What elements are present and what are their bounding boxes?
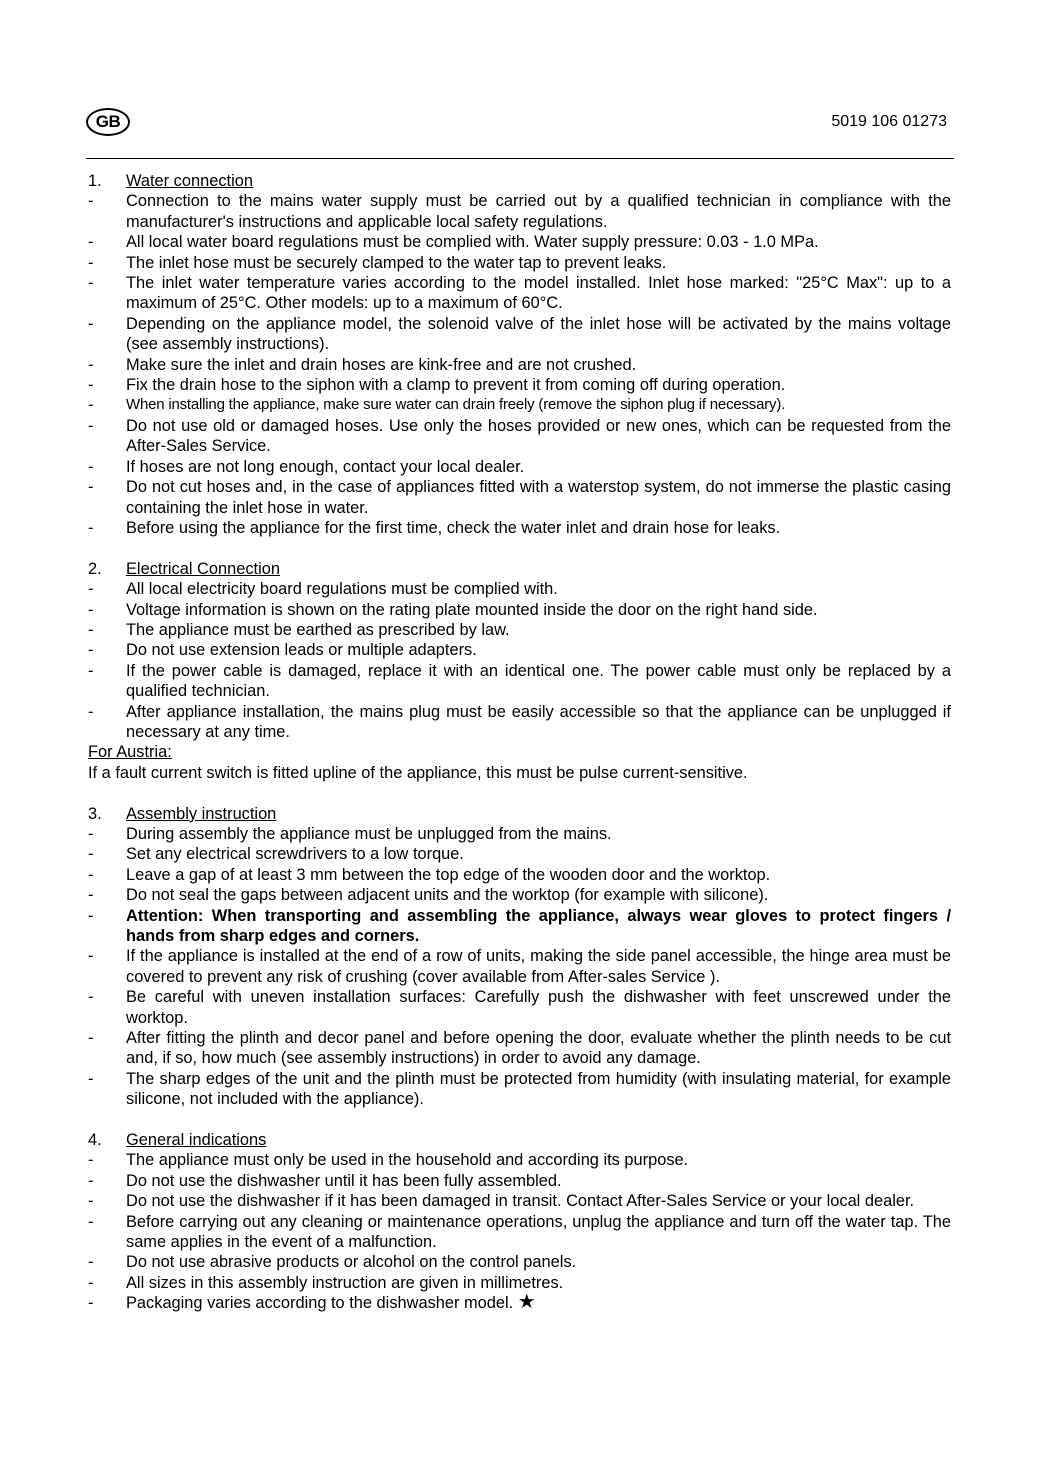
- list-item: [88, 620, 951, 640]
- list-item: [88, 253, 951, 273]
- dash-marker: -: [88, 865, 94, 884]
- dash-marker: -: [88, 641, 94, 660]
- dash-marker: -: [88, 1273, 94, 1292]
- list-item-text: The sharp edges of the unit and the plinth must be protected from humidity (with insulating material, for example silicone, not included with the appliance).: [126, 1069, 951, 1109]
- list-item: [88, 375, 951, 395]
- document-number: 5019 106 01273: [831, 113, 947, 130]
- list-item: [88, 518, 951, 538]
- list-item: [88, 1212, 951, 1253]
- dash-marker: -: [88, 376, 94, 395]
- dash-marker: -: [88, 314, 94, 333]
- section-number: 3.: [88, 804, 102, 823]
- list-item-text: Do not use extension leads or multiple adapters.: [126, 641, 477, 660]
- bullet-list: [88, 579, 951, 742]
- country-badge: GB: [86, 108, 130, 136]
- bullet-list: [88, 824, 951, 1110]
- dash-marker: -: [88, 1294, 94, 1313]
- dash-marker: -: [88, 845, 94, 864]
- star-icon: ★: [517, 1291, 536, 1314]
- list-item-text: After appliance installation, the mains plug must be easily accessible so that the appliance can be unplugged if necessary at any time.: [126, 702, 951, 741]
- list-item: [88, 1191, 951, 1211]
- dash-marker: -: [88, 988, 94, 1007]
- list-item: [88, 477, 951, 518]
- dash-marker: -: [88, 192, 94, 211]
- list-item: [88, 355, 951, 375]
- list-item-text: The inlet hose must be securely clamped to the water tap to prevent leaks.: [126, 253, 667, 272]
- dash-marker: -: [88, 233, 94, 252]
- dash-marker: -: [88, 396, 94, 415]
- list-item-text: The inlet water temperature varies according to the model installed. Inlet hose marked: "25°C Max": up to a maximum of 25°C. Other models: up to a maximum of 60°C.: [126, 274, 951, 313]
- list-item-text: Before using the appliance for the first time, check the water inlet and drain hose for leaks.: [126, 518, 781, 537]
- list-item-text: Make sure the inlet and drain hoses are kink-free and are not crushed.: [126, 355, 637, 374]
- document-body: [88, 171, 951, 1334]
- dash-marker: -: [88, 1171, 94, 1190]
- section-electrical-connection: [88, 559, 951, 783]
- section-title: Water connection: [126, 172, 253, 190]
- list-item: [88, 885, 951, 905]
- list-item-text: During assembly the appliance must be unplugged from the mains.: [126, 824, 612, 843]
- list-item: [88, 273, 951, 314]
- dash-marker: -: [88, 253, 94, 272]
- list-item-text: Leave a gap of at least 3 mm between the top edge of the wooden door and the worktop.: [126, 865, 771, 884]
- list-item: [88, 191, 951, 232]
- section-assembly-instruction: [88, 804, 951, 1110]
- list-item: [88, 1069, 951, 1110]
- list-item: [88, 232, 951, 252]
- list-item: [88, 661, 951, 702]
- list-item-text: Do not seal the gaps between adjacent units and the worktop (for example with silicone).: [126, 886, 769, 905]
- dash-marker: -: [88, 906, 94, 925]
- list-item-text: If the appliance is installed at the end of a row of units, making the side panel accessible, the hinge area must be covered to prevent any risk of crushing (cover available from After-sales Service ).: [126, 947, 951, 986]
- list-item-text: The appliance must only be used in the household and according its purpose.: [126, 1151, 689, 1170]
- dash-marker: -: [88, 518, 94, 537]
- section-number: 2.: [88, 559, 102, 578]
- section-title: Electrical Connection: [126, 559, 280, 578]
- dash-marker: -: [88, 580, 94, 599]
- dash-marker: -: [88, 702, 94, 721]
- attention-text: Attention: When transporting and assembling the appliance, always wear gloves to protect fingers / hands from sharp edges and corners.: [126, 906, 951, 945]
- section-heading: [88, 1130, 951, 1150]
- list-item: [88, 457, 951, 477]
- list-item-text: [126, 1293, 951, 1313]
- list-item: [88, 702, 951, 743]
- section-title: Assembly instruction: [126, 804, 277, 823]
- dash-marker: -: [88, 457, 94, 476]
- list-item: [88, 824, 951, 844]
- list-item-text: The appliance must be earthed as prescribed by law.: [126, 620, 510, 639]
- dash-marker: -: [88, 1069, 94, 1088]
- list-item-text: After fitting the plinth and decor panel and before opening the door, evaluate whether the plinth needs to be cut and, if so, how much (see assembly instructions) in order to avoid any damage.: [126, 1029, 951, 1068]
- list-item: [88, 1252, 951, 1272]
- dash-marker: -: [88, 274, 94, 293]
- list-item: [88, 1171, 951, 1191]
- list-item: [88, 865, 951, 885]
- list-item: [88, 844, 951, 864]
- dash-marker: -: [88, 1029, 94, 1048]
- list-item: [88, 946, 951, 987]
- dash-marker: -: [88, 661, 94, 680]
- section-number: 4.: [88, 1131, 102, 1150]
- bullet-list: [88, 191, 951, 538]
- list-item: [88, 395, 951, 415]
- list-item-text: Be careful with uneven installation surfaces: Carefully push the dishwasher with feet unscrewed under the worktop.: [126, 988, 951, 1027]
- list-item: [88, 987, 951, 1028]
- list-item-text: All local electricity board regulations must be complied with.: [126, 580, 558, 599]
- section-heading: [88, 559, 951, 579]
- list-item-text: Connection to the mains water supply must be carried out by a qualified technician in compliance with the manufacturer's instructions and applicable local safety regulations.: [126, 192, 951, 231]
- list-item-text: If the power cable is damaged, replace it with an identical one. The power cable must only be replaced by a qualified technician.: [126, 661, 951, 701]
- section-heading: [88, 171, 951, 191]
- list-item-text: Voltage information is shown on the rating plate mounted inside the door on the right hand side.: [126, 600, 818, 619]
- list-item-text: Do not cut hoses and, in the case of appliances fitted with a waterstop system, do not immerse the plastic casing containing the inlet hose in water.: [126, 478, 951, 517]
- page-header: [86, 108, 954, 159]
- list-item: [88, 314, 951, 355]
- list-item-text: Do not use abrasive products or alcohol on the control panels.: [126, 1253, 577, 1272]
- dash-marker: -: [88, 416, 94, 435]
- dash-marker: -: [88, 600, 94, 619]
- bullet-list: [88, 1150, 951, 1313]
- austria-note-text: If a fault current switch is fitted upline of the appliance, this must be pulse current-sensitive.: [88, 763, 748, 782]
- list-item: [88, 640, 951, 660]
- dash-marker: -: [88, 1192, 94, 1211]
- list-item: [88, 1028, 951, 1069]
- list-item-text: Do not use the dishwasher until it has been fully assembled.: [126, 1171, 562, 1190]
- list-item-text: Set any electrical screwdrivers to a low torque.: [126, 845, 464, 864]
- list-item: [88, 1150, 951, 1170]
- dash-marker: -: [88, 947, 94, 966]
- list-item: [88, 1293, 951, 1313]
- dash-marker: -: [88, 1212, 94, 1231]
- dash-marker: -: [88, 355, 94, 374]
- list-item: [88, 1273, 951, 1293]
- list-item-text: Before carrying out any cleaning or maintenance operations, unplug the appliance and turn off the water tap. The same applies in the event of a malfunction.: [126, 1212, 951, 1252]
- section-heading: [88, 804, 951, 824]
- list-item: [88, 600, 951, 620]
- list-item-text: Depending on the appliance model, the solenoid valve of the inlet hose will be activated by the mains voltage (see assembly instructions).: [126, 314, 951, 354]
- packaging-text: Packaging varies according to the dishwasher model.: [126, 1294, 514, 1313]
- section-water-connection: [88, 171, 951, 538]
- list-item-text: Do not use the dishwasher if it has been damaged in transit. Contact After-Sales Service or your local dealer.: [126, 1192, 915, 1211]
- list-item-text: If hoses are not long enough, contact your local dealer.: [126, 457, 525, 476]
- list-item: [88, 579, 951, 599]
- section-general-indications: [88, 1130, 951, 1314]
- dash-marker: -: [88, 478, 94, 497]
- dash-marker: -: [88, 620, 94, 639]
- list-item: [88, 906, 951, 947]
- section-number: 1.: [88, 172, 102, 190]
- list-item: [88, 416, 951, 457]
- dash-marker: -: [88, 1151, 94, 1170]
- list-item-text: Do not use old or damaged hoses. Use only the hoses provided or new ones, which can be requested from the After-Sales Service.: [126, 416, 951, 456]
- list-item-text: Fix the drain hose to the siphon with a clamp to prevent it from coming off during operation.: [126, 376, 786, 395]
- list-item-text: When installing the appliance, make sure water can drain freely (remove the siphon plug if necessary).: [126, 396, 786, 414]
- dash-marker: -: [88, 886, 94, 905]
- dash-marker: -: [88, 1253, 94, 1272]
- list-item-text: All sizes in this assembly instruction are given in millimetres.: [126, 1273, 564, 1292]
- dash-marker: -: [88, 824, 94, 843]
- section-title: General indications: [126, 1131, 267, 1150]
- list-item-text: All local water board regulations must be complied with. Water supply pressure: 0.03 - 1.0 MPa.: [126, 233, 819, 252]
- austria-note-title: For Austria:: [88, 743, 172, 762]
